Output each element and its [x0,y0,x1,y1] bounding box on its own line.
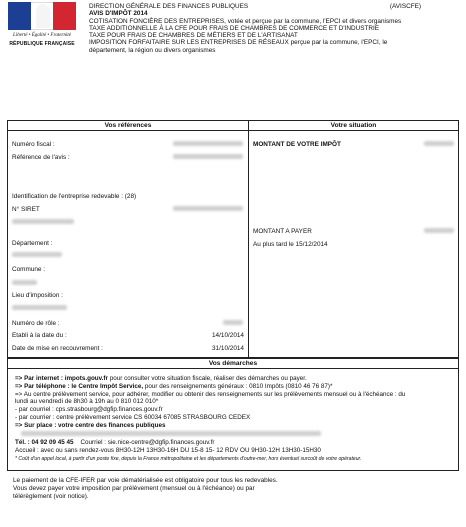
header-line: IMPOSITION FORFAITAIRE SUR LES ENTREPRISES DE RÉSEAUX perçue par la commune, l'EPCI, le [89,39,388,47]
amount-due-label: MONTANT A PAYER [253,228,312,235]
tax-place-label: Lieu d'imposition : [12,292,63,299]
situation-column [249,121,458,357]
references-situation-box [7,120,459,358]
office-contact-line [15,439,215,446]
redacted-value [223,320,243,325]
postal-contact: - par courrier : centre prélèvement service CS 60034 67085 STRASBOURG CEDEX [15,414,251,421]
notice-ref-label: Référence de l'avis : [12,154,70,161]
phone-prefix: => Par téléphone : [15,383,70,390]
internet-text: pour consulter votre situation fiscale, réaliser des démarches ou payer. [109,375,307,382]
cost-note: * Coût d'un appel local, à partir d'un poste fixe, depuis la France métropolitaine et les départements d'outre-mer, hors éventuel surcoût de votre opérateur. [15,456,362,462]
marianne-icon [36,4,50,28]
header-line: COTISATION FONCIÈRE DES ENTREPRISES, votée et perçue par la commune, l'EPCI et divers organismes [89,17,402,25]
role-number-label: Numéro de rôle : [12,320,60,327]
references-column [8,121,249,357]
form-code: (AVISCFE) [389,3,421,10]
established-date: 14/10/2014 [212,332,244,339]
collection-label: Date de mise en recouvrement : [12,345,103,352]
deadline-text: Au plus tard le 15/12/2014 [253,241,328,248]
redacted-value [173,206,243,211]
phone-text: pour des renseignements généraux : 0810 Impôts (0810 46 76 87)* [144,383,333,390]
email-contact: - par courriel : cps.strasbourg@dgfip.finances.gouv.fr [15,406,163,413]
footer-line-1: Le paiement de la CFE-IFER par voie dématérialisée est obligatoire pour tous les redevables. [13,477,278,484]
footer-line-3: télérèglement (voir notice). [13,493,89,500]
siret-label: N° SIRET [12,206,40,213]
logo-republic: RÉPUBLIQUE FRANÇAISE [9,41,75,47]
document-header [89,3,449,54]
redacted-value [12,252,62,257]
header-line: TAXE POUR FRAIS DE CHAMBRES DE MÉTIERS ET DE L'ARTISANAT [89,32,298,40]
office-phone: Tél. : 04 92 09 45 45 [15,439,74,446]
direct-debit-line-1: => Au centre prélèvement service, pour adhérer, modifier ou obtenir des renseignements sur les prélèvements mensuel ou à l'échéance : du [15,391,406,398]
redacted-value [12,280,37,285]
collection-date: 31/10/2014 [212,345,244,352]
direct-debit-line-2: lundi au vendredi de 8h30 à 19h au 0 810 012 010* [15,398,159,405]
phone-line [15,383,332,390]
redacted-value [12,305,67,310]
references-title: Vos références [8,121,248,131]
department-label: Département : [12,240,53,247]
steps-title: Vos démarches [8,358,458,369]
internet-line [15,375,307,382]
office-email: Courriel : sie.nice-centre@dgfip.finances.gouv.fr [80,439,215,446]
fiscal-number-label: Numéro fiscal : [12,141,55,148]
phone-service: le Centre Impôt Service, [71,383,144,390]
commune-label: Commune : [12,266,46,273]
directorate-name: DIRECTION GÉNÉRALE DES FINANCES PUBLIQUES [89,3,249,10]
header-line: département, la région ou divers organismes [89,46,216,54]
onsite-line: => Sur place : votre centre des finances publiques [15,422,166,429]
header-line: TAXE ADDITIONNELLE À LA CFE POUR FRAIS DE CHAMBRES DE COMMERCE ET D'INDUSTRIE [89,24,380,32]
tax-amount-label: MONTANT DE VOTRE IMPÔT [253,141,341,148]
document-title: AVIS D'IMPÔT 2014 [89,10,148,18]
logo-motto: Liberté • Égalité • Fraternité [13,33,71,38]
redacted-value [173,154,243,159]
redacted-address [21,431,321,436]
payment-footer [13,477,278,501]
opening-hours: Accueil : avec ou sans rendez-vous 8H30-12H 13H30-16H DU 15-8 15- 12 RDV OU 9H30-12H 13H30-15H30 [15,447,321,454]
footer-line-2: Vous devez payer votre imposition par prélèvement (mensuel ou à l'échéance) ou par [13,485,255,492]
republique-francaise-logo [6,2,78,54]
redacted-value [12,219,74,224]
internet-prefix: => Par internet : [15,375,63,382]
established-label: Etabli à la date du : [12,332,67,339]
steps-box [7,358,459,471]
company-id-label: Identification de l'entreprise redevable : (28) [12,193,137,200]
redacted-value [424,141,454,146]
internet-site-link[interactable]: impots.gouv.fr [64,375,108,382]
redacted-value [173,141,243,146]
situation-title: Votre situation [249,121,458,131]
redacted-value [424,228,454,233]
